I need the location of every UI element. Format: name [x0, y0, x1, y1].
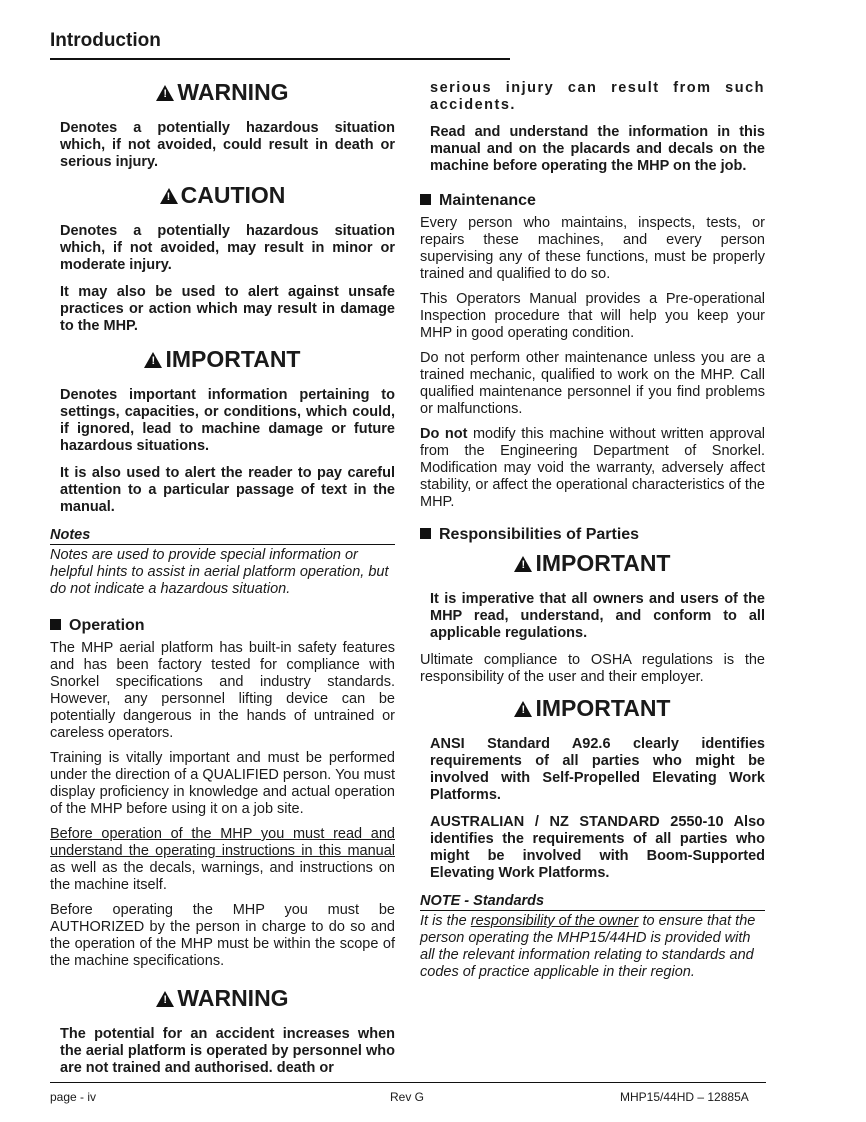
- page-section-title: Introduction: [50, 30, 161, 51]
- important-triangle-icon: [144, 352, 162, 368]
- caution-heading: !CAUTION: [50, 181, 395, 209]
- imperative-text: It is imperative that all owners and users of the MHP read, understand, and conform to all applicable regulations.: [430, 591, 765, 641]
- maintenance-paragraph-2: This Operators Manual provides a Pre-operational Inspection procedure that will help you keep your MHP in good operating condition.: [420, 291, 765, 341]
- operation-paragraph-3: Before operation of the MHP you must read and understand the operating instructions in this manual as well as the decals, warnings, and instructions on the machine itself.: [50, 826, 395, 893]
- important-definition: Denotes important information pertaining to settings, capacities, or conditions, which could, if ignored, lead to machine damage or future hazardous situations.: [60, 387, 395, 454]
- footer-document-id: MHP15/44HD – 12885A: [620, 1090, 749, 1104]
- section-bullet-icon: [50, 619, 61, 630]
- maintenance-heading: Maintenance: [420, 191, 765, 211]
- maintenance-paragraph-4: Do not modify this machine without written approval from the Engineering Department of Snorkel. Modification may void the warranty, adversely affect stability, or affect the operational characteristics of the MHP.: [420, 426, 765, 510]
- osha-text: Ultimate compliance to OSHA regulations is the responsibility of the user and their employer.: [420, 652, 765, 685]
- section-bullet-icon: [420, 194, 431, 205]
- important-additional: It is also used to alert the reader to pay careful attention to a particular passage of text in the manual.: [60, 465, 395, 515]
- left-column: [50, 78, 395, 1087]
- maintenance-paragraph-1: Every person who maintains, inspects, tests, or repairs these machines, and every person supervising any of these functions, must be properly trained and qualified to do so.: [420, 215, 765, 282]
- important-heading-2: !IMPORTANT: [420, 549, 765, 577]
- section-bullet-icon: [420, 528, 431, 539]
- footer-page-number: page - iv: [50, 1090, 97, 1104]
- ansi-standard-text: ANSI Standard A92.6 clearly identifies requirements of all parties who might be involved with Self-Propelled Elevating Work Platforms.: [430, 736, 765, 803]
- australian-standard-text: AUSTRALIAN / NZ STANDARD 2550-10 Also identifies the requirements of all parties who might be involved with Boom-Supported Elevating Work Platforms.: [430, 814, 765, 881]
- right-column: [420, 80, 765, 999]
- caution-definition: Denotes a potentially hazardous situation which, if not avoided, may result in minor or moderate injury.: [60, 223, 395, 273]
- warning-heading: !WARNING: [50, 78, 395, 106]
- operation-paragraph-2: Training is vitally important and must be performed under the direction of a QUALIFIED person. You must display proficiency in knowledge and actual operation of the MHP before using it on a job site.: [50, 750, 395, 817]
- operation-paragraph-4: Before operating the MHP you must be AUTHORIZED by the person in charge to do so and the operation of the MHP must be within the scope of the machine specifications.: [50, 902, 395, 969]
- important-triangle-icon: [514, 556, 532, 572]
- maintenance-paragraph-3: Do not perform other maintenance unless you are a trained mechanic, qualified to work on the MHP. Call qualified maintenance personnel if you find problems or malfunctions.: [420, 350, 765, 417]
- read-understand-text: Read and understand the information in this manual and on the placards and decals on the machine before operating the MHP on the job.: [430, 124, 765, 174]
- warning-triangle-icon: [156, 991, 174, 1007]
- important-heading-3: !IMPORTANT: [420, 694, 765, 722]
- warning-triangle-icon: [156, 85, 174, 101]
- warning-continued: serious injury can result from such accidents.: [430, 80, 765, 113]
- warning-accident-text: The potential for an accident increases when the aerial platform is operated by personnel who are not trained and authorised. death or: [60, 1026, 395, 1076]
- important-heading: !IMPORTANT: [50, 345, 395, 373]
- caution-additional: It may also be used to alert against unsafe practices or action which may result in damage to the MHP.: [60, 284, 395, 334]
- note-standards-text: It is the responsibility of the owner to ensure that the person operating the MHP15/44HD is provided with all the relevant information relating to standards and codes of practice applicable in their region.: [420, 913, 756, 980]
- footer-divider: [50, 1082, 766, 1083]
- header-divider: [50, 58, 510, 60]
- caution-triangle-icon: [160, 188, 178, 204]
- warning-heading-2: !WARNING: [50, 984, 395, 1012]
- footer-revision: Rev G: [390, 1090, 425, 1104]
- notes-text: Notes are used to provide special information or helpful hints to assist in aerial platform operation, but do not indicate a hazardous situation.: [50, 547, 389, 597]
- important-triangle-icon: [514, 701, 532, 717]
- warning-definition: Denotes a potentially hazardous situation which, if not avoided, could result in death or serious injury.: [60, 120, 395, 170]
- responsibilities-heading: Responsibilities of Parties: [420, 525, 765, 545]
- note-standards-heading: NOTE - Standards: [420, 892, 765, 911]
- operation-heading: Operation: [50, 616, 395, 636]
- notes-heading: Notes: [50, 526, 395, 545]
- operation-paragraph-1: The MHP aerial platform has built-in safety features and has been factory tested for compliance with Snorkel specifications and industry standards. However, any personnel lifting device can be potentially dangerous in the hands of untrained or careless operators.: [50, 640, 395, 741]
